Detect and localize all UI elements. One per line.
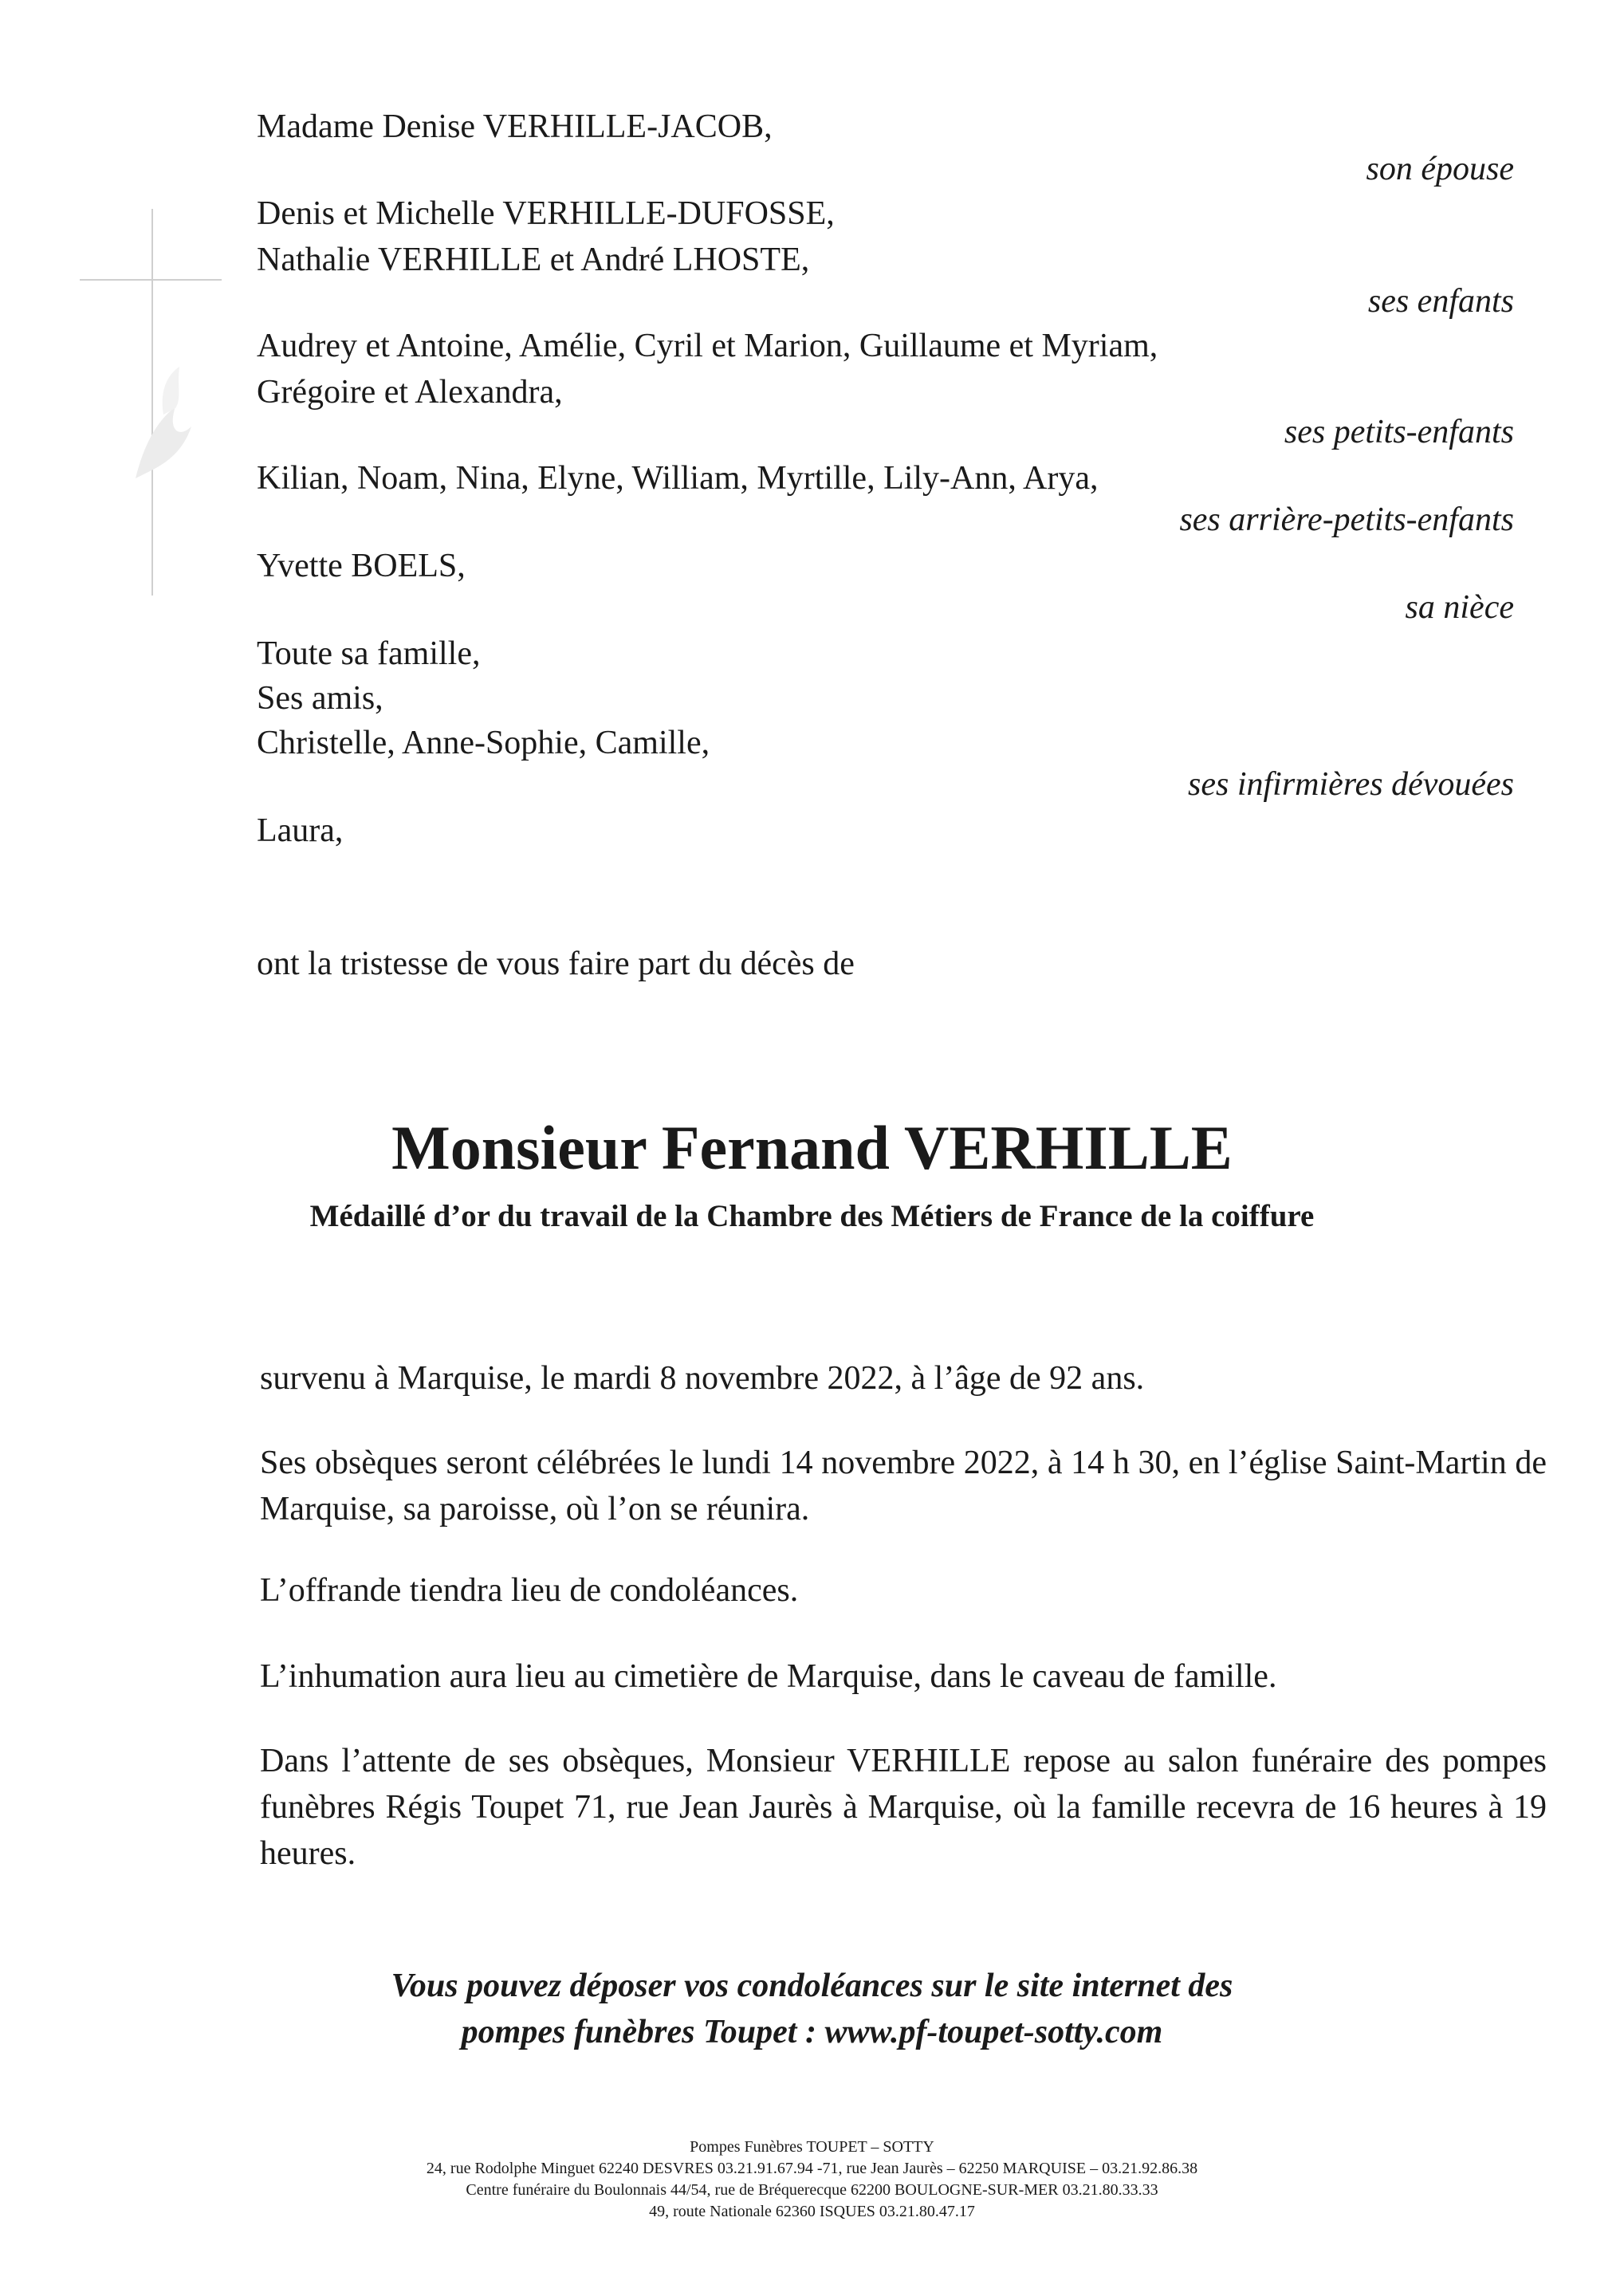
family-line-child-1: Denis et Michelle VERHILLE-DUFOSSE, xyxy=(257,195,835,232)
deceased-name: Monsieur Fernand VERHILLE xyxy=(391,1113,1233,1182)
family-line-grandchildren-2: Grégoire et Alexandra, xyxy=(257,374,563,411)
paragraph-burial: L’inhumation aura lieu au cimetière de Marquise, dans le caveau de famille. xyxy=(260,1658,1277,1695)
family-line-friends: Ses amis, xyxy=(257,680,383,717)
role-spouse: son épouse xyxy=(1366,151,1514,187)
paragraph-offering: L’offrande tiendra lieu de condoléances. xyxy=(260,1572,799,1609)
footer-address-2: Centre funéraire du Boulonnais 44/54, rue de Bréquerecque 62200 BOULOGNE-SUR-MER 03.21.80.33.33 xyxy=(466,2181,1158,2199)
footer-company: Pompes Funèbres TOUPET – SOTTY xyxy=(690,2138,934,2156)
paragraph-visitation: Dans l’attente de ses obsèques, Monsieur VERHILLE repose au salon funéraire des pompes funèbres Régis Toupet 71, rue Jean Jaurès à Marquise, où la famille recevra de 16 heures à 19 heures. xyxy=(260,1743,1547,1872)
dove-icon xyxy=(120,359,199,486)
family-line-child-2: Nathalie VERHILLE et André LHOSTE, xyxy=(257,242,810,278)
role-grandchildren: ses petits-enfants xyxy=(1284,414,1514,450)
family-line-great-grandchildren: Kilian, Noam, Nina, Elyne, William, Myrtille, Lily-Ann, Arya, xyxy=(257,460,1099,497)
paragraph-funeral-service: Ses obsèques seront célébrées le lundi 14 novembre 2022, à 14 h 30, en l’église Saint-Martin de Marquise, sa paroisse, où l’on se réunira. xyxy=(260,1445,1547,1527)
paragraph-death-date: survenu à Marquise, le mardi 8 novembre 2022, à l’âge de 92 ans. xyxy=(260,1360,1145,1397)
family-line-spouse: Madame Denise VERHILLE-JACOB, xyxy=(257,108,773,145)
footer-address-1: 24, rue Rodolphe Minguet 62240 DESVRES 03.21.91.67.94 -71, rue Jean Jaurès – 62250 MARQUISE – 03.21.92.86.38 xyxy=(426,2160,1198,2177)
role-niece: sa nièce xyxy=(1405,589,1514,626)
cross-icon-bar xyxy=(80,279,222,281)
family-line-nurses: Christelle, Anne-Sophie, Camille, xyxy=(257,725,710,761)
online-condolences-line-2: pompes funèbres Toupet : www.pf-toupet-sotty.com xyxy=(461,2014,1163,2050)
role-nurses: ses infirmières dévouées xyxy=(1187,766,1514,803)
family-line-laura: Laura, xyxy=(257,812,344,849)
funeral-home-footer xyxy=(0,2137,1624,2223)
family-line-grandchildren-1: Audrey et Antoine, Amélie, Cyril et Marion, Guillaume et Myriam, xyxy=(257,328,1158,364)
distinction: Médaillé d’or du travail de la Chambre des Métiers de France de la coiffure xyxy=(309,1199,1315,1233)
footer-address-3: 49, route Nationale 62360 ISQUES 03.21.80.47.17 xyxy=(649,2203,975,2220)
role-great-grandchildren: ses arrière-petits-enfants xyxy=(1179,501,1514,538)
online-condolences xyxy=(0,1963,1624,2055)
family-line-family: Toute sa famille, xyxy=(257,635,481,672)
role-children: ses enfants xyxy=(1367,283,1514,320)
online-condolences-line-1: Vous pouvez déposer vos condoléances sur le site internet des xyxy=(391,1968,1233,2004)
announcement: ont la tristesse de vous faire part du décès de xyxy=(257,946,855,982)
family-line-niece: Yvette BOELS, xyxy=(257,548,466,584)
